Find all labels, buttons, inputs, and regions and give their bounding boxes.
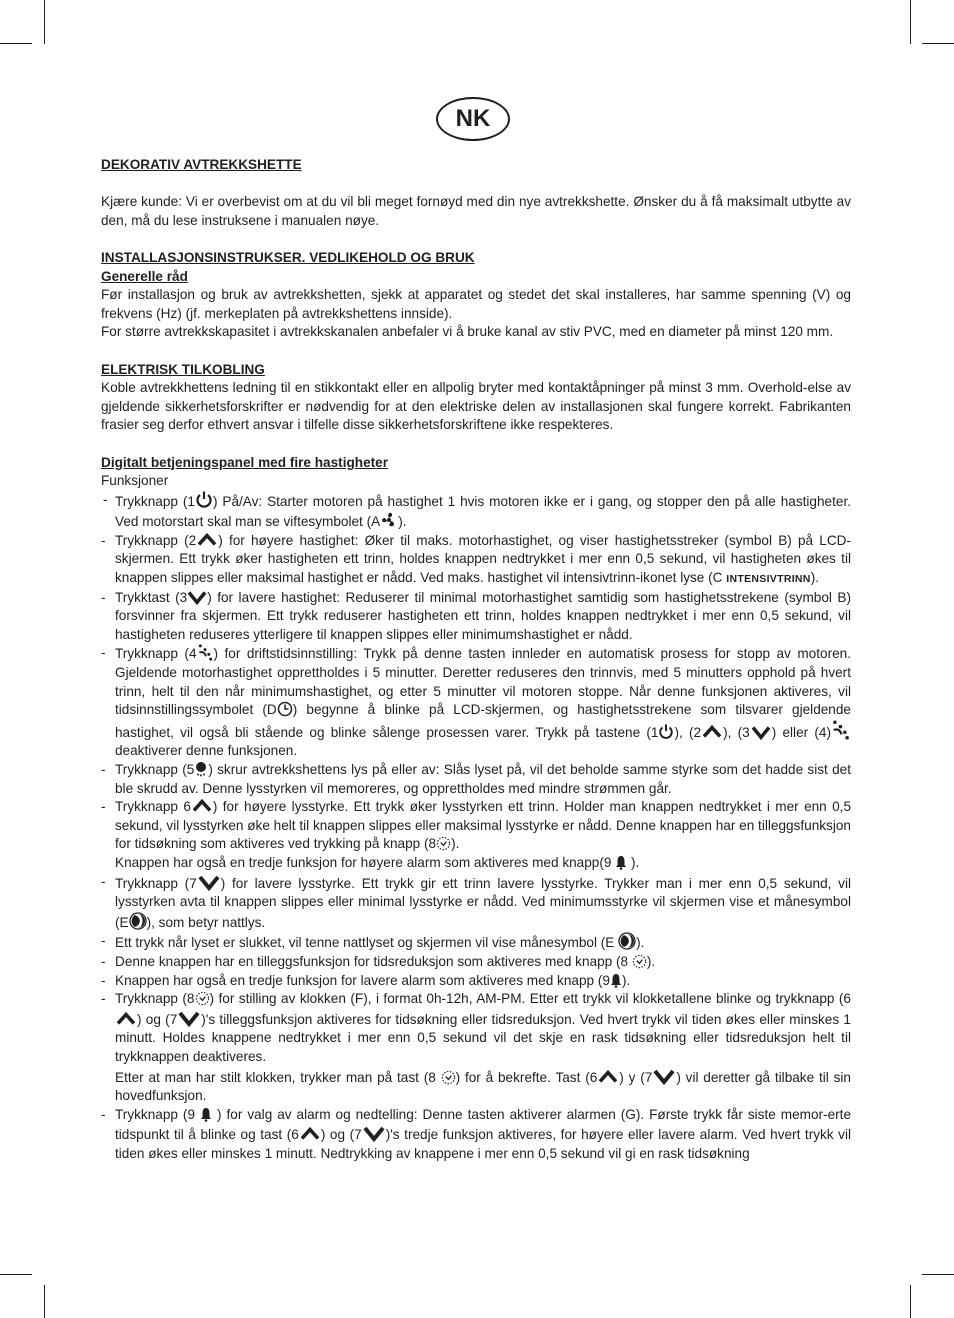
item-text: ) for lavere hastighet: Reduserer til minimal motorhastighet samtidig som hastighetsstrekene (symbol B) forsvinner fra skjermen. Ett trykk reduserer hastigheten ett trinn, holdes knappen nedtrykket i mer enn 0,5 sekund, vil hastigheten reduseres ytterligere til knappen slippes eller minimumshastighet er nådd.	[115, 589, 851, 642]
language-code: NK	[455, 105, 491, 132]
item-text: ) y (7	[619, 1069, 653, 1085]
document-title: DEKORATIV AVTREKKSHETTE	[101, 157, 302, 172]
item-text: Trykknapp (8	[115, 991, 195, 1007]
chevron-up-icon	[115, 1011, 137, 1027]
chevron-down-icon	[362, 1124, 386, 1142]
alarm-bell-icon	[615, 855, 627, 870]
item-text: Trykknapp (4	[115, 646, 197, 662]
install-heading: INSTALLASJONSINSTRUKSER. VEDLIKEHOLD OG BRUK	[101, 249, 475, 265]
item-text: Trykknapp 6	[115, 799, 191, 815]
item-text: Trykknapp (5	[115, 762, 195, 777]
item-text: ) og (7	[137, 1011, 178, 1027]
item-text: Knappen har også en tredje funksjon for lavere alarm som aktiveres med knapp (9	[115, 972, 610, 988]
item-text: ) vil deretter gå tilbake til sin hovedfunksjon.	[115, 1069, 851, 1104]
item-text: ) for lavere lysstyrke. Ett trykk gir ett trinn lavere lysstyrke. Trykker man i mer enn 0,5 sekund, vil lysstyrken avta til knappen slippes eller minimal lysstyrke er nådd. Ved minimumsstyrke vil skjermen vise et månesymbol (E	[115, 875, 851, 930]
crop-mark	[0, 43, 32, 44]
chevron-up-icon	[299, 1126, 321, 1142]
item-text: ) for stilling av klokken (F), i format 0h-12h, AM-PM. Etter ett trykk vil klokketallene blinke og trykknapp (6	[209, 991, 851, 1007]
item-text: ) for valg av alarm og nedtelling: Denne tasten aktiverer alarmen (G). Første trykk får siste memor-erte tidspunkt til å blinke og tast (6	[115, 1106, 852, 1143]
power-icon	[658, 724, 674, 740]
list-item: - Ett trykk når lyset er slukket, vil tenne nattlyset og skjermen vil vise månesymbol (E ).	[101, 933, 645, 951]
item-text: ).	[810, 570, 819, 586]
item-text: ) og (7	[320, 1127, 362, 1143]
item-text: ).	[398, 514, 407, 530]
functions-label: Funksjoner	[101, 473, 169, 489]
crop-mark	[922, 43, 954, 44]
item-text: Trykknapp (9	[115, 1106, 196, 1122]
time-set-icon	[441, 1070, 456, 1085]
intensive-label: INTENSIVTRINN	[726, 573, 811, 586]
item-text: deaktiverer denne funksjonen.	[115, 743, 298, 759]
item-text: Trykknapp (1	[115, 493, 195, 509]
chevron-up-icon	[701, 724, 723, 740]
electrical-heading: ELEKTRISK TILKOBLING	[101, 361, 265, 377]
chevron-down-icon	[197, 873, 221, 891]
item-text: ) begynne å blinke på LCD-skjermen, og hastighetsstrekene som tilsvarer gjeldende hastighet, vil også bli stående og blinke sålenge prosessen varer. Trykk på tastene (1	[115, 702, 851, 740]
install-paragraph-2: For større avtrekkskapasitet i avtrekkskanalen anbefaler vi å bruke kanal av stiv PVC, med en diameter på minst 120 mm.	[101, 324, 834, 340]
crop-mark	[44, 0, 45, 44]
crop-mark	[0, 1274, 32, 1275]
document-body	[101, 156, 851, 1163]
alarm-bell-icon	[610, 973, 622, 988]
item-text: )'s tilleggsfunksjon aktiveres for tidsøkning eller tidsreduksjon. Ved hvert trykk vil tiden økes eller minskes 1 minutt. Holdes knappene nedtrykket i mer enn 0,5 sekund vil det skje en rask tidsøkning eller tidsreduksjon helt til trykknappen deaktiveres.	[115, 1011, 851, 1064]
list-item: - Trykknapp (2 ) for høyere hastighet: Øker til maks. motorhastighet, og viser hastighetsstreker (symbol B) på LCD-skjermen. Ett trykk øker hastigheten ett trinn, holdes knappen nedtrykket i mer enn 0,5 sekund, vil hastigheten økes til knappen slippes eller maksimal hastighet er nådd. Ved maks. hastighet vil intensivtrinn-ikonet lyse (C INTENSIVTRINN).	[101, 532, 851, 586]
item-text: Trykknapp (2	[115, 532, 197, 548]
install-paragraph-1: Før installasjon og bruk av avtrekkshetten, sjekk at apparatet og stedet det skal installeres, har samme spenning (V) og frekvens (Hz) (jf. merkeplaten på avtrekkshettens innside).	[101, 287, 851, 321]
item-text: ) for driftstidsinnstilling: Trykk på denne tasten innleder en automatisk prosess for stopp av motoren. Gjeldende motorhastighet opprettholdes i 5 minutter. Deretter reduseres den trinnvis, med 5 minutters opphold på hvert trinn, helt til den når minimumshastighet, og etter 5 minutter vil motoren stoppe. Når denne funksjonen aktiveres, vil tidsinnstillingssymbolet (D	[115, 646, 851, 718]
item-text: Knappen har også en tredje funksjon for høyere alarm som aktiveres med knapp(9	[115, 854, 612, 870]
fan-icon	[380, 511, 398, 529]
crop-mark	[44, 1285, 45, 1318]
item-text: ).	[646, 953, 656, 969]
chevron-down-icon	[750, 724, 772, 740]
item-text: ) skrur avtrekkshettens lys på eller av: Slås lyset på, vil det beholde samme styrke som det hadde sist det ble skrudd av. Denne lysstyrken vil memoreres, og opprettholdes med mindre strømmen går.	[115, 762, 851, 796]
item-text: ).	[636, 935, 645, 951]
time-set-icon	[632, 954, 647, 969]
crop-mark	[910, 1285, 911, 1318]
item-text: ), (3	[723, 724, 750, 740]
item-text: )'s tredje funksjon aktiveres, for høyere eller lavere alarm. Ved hvert trykk vil tiden økes eller minskes 1 minutt. Nedtrykking av knappene i mer enn 0,5 sekund vil gi en rask tidsøkning	[115, 1127, 852, 1161]
item-text: ) for høyere lysstyrke. Ett trykk øker lysstyrken ett trinn. Holder man knappen nedtrykket i mer enn 0,5 sekund, vil lysstyrken øke helt til knappen slippes eller maksimal lysstyrke er nådd. Denne knappen har en tilleggsfunksjon for tidsøkning som aktiveres ved trykking på knapp (8	[115, 799, 852, 852]
list-item: - Trykktast (3 ) for lavere hastighet: Reduserer til minimal motorhastighet samtidig som hastighetsstrekene (symbol B) forsvinner fra skjermen. Ett trykk reduserer hastigheten ett trinn, holdes knappen nedtrykket i mer enn 0,5 sekund, vil hastigheten reduseres ytterligere til knappen slippes eller minimumshastighet er nådd.	[101, 589, 851, 642]
list-item: - Trykknapp (9 ) for valg av alarm og nedtelling: Denne tasten aktiverer alarmen (G). Første trykk får siste memor-erte tidspunkt til å blinke og tast (6 ) og (7 )'s tredje funksjon aktiveres, for høyere eller lavere alarm. Ved hvert trykk vil tiden økes eller minskes 1 minutt. Nedtrykking av knappene i mer enn 0,5 sekund vil gi en rask tidsøkning	[101, 1106, 852, 1161]
clock-icon	[277, 701, 293, 717]
crop-mark	[910, 0, 911, 44]
item-text: ) eller (4)	[771, 724, 832, 740]
light-icon	[194, 761, 208, 777]
list-item: - Trykknapp (4 ) for driftstidsinnstilling: Trykk på denne tasten innleder en automatisk prosess for stopp av motoren. Gjeldende motorhastighet opprettholdes i 5 minutter. Deretter reduseres den trinnvis, med 5 minutters opphold på hvert trinn, helt til den når minimumshastighet, og etter 5 minutter vil motoren stoppe. Når denne funksjonen aktiveres, vil tidsinnstillingssymbolet (D ) begynne å blinke på LCD-skjermen, og hastighetsstrekene som tilsvarer gjeldende hastighet, vil også bli stående og blinke sålenge prosessen varer. Trykk på tastene (1 ), (2 ), (3 ) eller (4) deaktiverer denne funksjonen.	[101, 645, 851, 759]
language-badge	[436, 97, 510, 141]
electrical-paragraph: Koble avtrekkhettens ledning til en stikkontakt eller en allpolig bryter med kontaktåpninger på minst 3 mm. Overhold-else av gjeldende sikkerhetsforskrifter er nødvendig for at den elektriske delen av installasjonen skal fungere korrekt. Fabrikanten frasier seg derfor ethvert ansvar i tilfelle disse sikkerhetsforskriftene ikke respekteres.	[101, 380, 851, 433]
list-item: - Trykknapp (8 ) for stilling av klokken (F), i format 0h-12h, AM-PM. Etter ett trykk vil klokketallene blinke og trykknapp (6 ) og (7 )'s tilleggsfunksjon aktiveres for tidsøkning eller tidsreduksjon. Ved hvert trykk vil tiden økes eller minskes 1 minutt. Holdes knappene nedtrykket i mer enn 0,5 sekund vil det skje en rask tidsøkning eller tidsreduksjon helt til trykknappen deaktiveres. Etter at man har stilt klokken, trykker man på tast (8 ) for å bekrefte. Tast (6 ) y (7 ) vil deretter gå tilbake til sin hovedfunksjon.	[101, 991, 851, 1104]
intro-paragraph: Kjære kunde: Vi er overbevist om at du vil bli meget fornøyd med din nye avtrekkshette. Ønsker du å få maksimalt utbytte av den, må du lese instruksene i manualen nøye.	[101, 194, 851, 228]
chevron-up-icon	[196, 532, 218, 548]
time-set-icon	[436, 836, 451, 851]
list-item: - Trykknapp (5 ) skrur avtrekkshettens lys på eller av: Slås lyset på, vil det beholde samme styrke som det hadde sist det ble skrudd av. Denne lysstyrken vil memoreres, og opprettholdes med mindre strømmen går.	[101, 762, 851, 796]
timer-icon	[197, 644, 214, 661]
timer-icon	[831, 720, 851, 740]
list-item: - Trykknapp (1 ) På/Av: Starter motoren på hastighet 1 hvis motoren ikke er i gang, og stopper den på alle hastigheter. Ved motorstart skal man se viftesymbolet (A ).	[103, 491, 852, 530]
list-item: - Knappen har også en tredje funksjon for lavere alarm som aktiveres med knapp (9 ).	[101, 972, 631, 988]
item-text: Denne knappen har en tilleggsfunksjon for tidsreduksjon som aktiveres med knapp (8	[115, 953, 629, 969]
list-item: - Denne knappen har en tilleggsfunksjon for tidsreduksjon som aktiveres med knapp (8 ).	[101, 953, 656, 969]
item-text: ) På/Av: Starter motoren på hastighet 1 hvis motoren ikke er i gang, og stopper den på alle hastigheter. Ved motorstart skal man se viftesymbolet (A	[115, 493, 852, 530]
list-item: - Trykknapp (7 ) for lavere lysstyrke. Ett trykk gir ett trinn lavere lysstyrke. Trykker man i mer enn 0,5 sekund, vil lysstyrken avta til knappen slippes eller minimal lysstyrke er nådd. Ved minimumsstyrke vil skjermen vise et månesymbol (E ), som betyr nattlys.	[101, 873, 851, 930]
time-set-icon	[195, 991, 210, 1006]
item-text: Trykktast (3	[115, 589, 188, 605]
general-advice-heading: Generelle råd	[101, 268, 188, 284]
item-text: ) for høyere hastighet: Øker til maks. motorhastighet, og viser hastighetsstreker (symbol B) på LCD-skjermen. Ett trykk øker hastigheten ett trinn, holdes knappen nedtrykket i mer enn 0,5 sekund, vil hastigheten økes til knappen slippes eller maksimal hastighet er nådd. Ved maks. hastighet vil intensivtrinn-ikonet lyse (C	[115, 532, 851, 586]
chevron-down-icon	[177, 1009, 201, 1027]
chevron-down-icon	[652, 1067, 676, 1085]
item-text: Ett trykk når lyset er slukket, vil tenne nattlyset og skjermen vil vise månesymbol (E	[115, 935, 615, 951]
crop-mark	[922, 1274, 954, 1275]
chevron-down-icon	[187, 589, 207, 605]
panel-heading: Digitalt betjeningspanel med fire hastigheter	[101, 454, 389, 470]
item-text: ).	[621, 972, 631, 988]
chevron-up-icon	[597, 1069, 619, 1085]
item-text: Trykknapp (7	[115, 875, 197, 891]
item-text: ).	[451, 836, 460, 852]
list-item: - Trykknapp 6 ) for høyere lysstyrke. Ett trykk øker lysstyrken ett trinn. Holder man knappen nedtrykket i mer enn 0,5 sekund, vil lysstyrken øke helt til knappen slippes eller maksimal lysstyrke er nådd. Denne knappen har en tilleggsfunksjon for tidsøkning som aktiveres ved trykking på knapp (8 ). Knappen har også en tredje funksjon for høyere alarm som aktiveres med knapp(9 ).	[101, 799, 852, 870]
power-icon	[195, 491, 213, 509]
chevron-up-icon	[191, 798, 213, 814]
item-text: Etter at man har stilt klokken, trykker man på tast (8	[115, 1069, 436, 1085]
moon-icon	[618, 932, 636, 950]
item-text: ).	[631, 854, 640, 870]
item-text: ), (2	[674, 724, 702, 740]
item-text: ) for å bekrefte. Tast (6	[455, 1069, 598, 1085]
moon-icon	[129, 912, 147, 930]
item-text: ), som betyr nattlys.	[146, 914, 266, 930]
alarm-bell-icon	[200, 1107, 212, 1122]
